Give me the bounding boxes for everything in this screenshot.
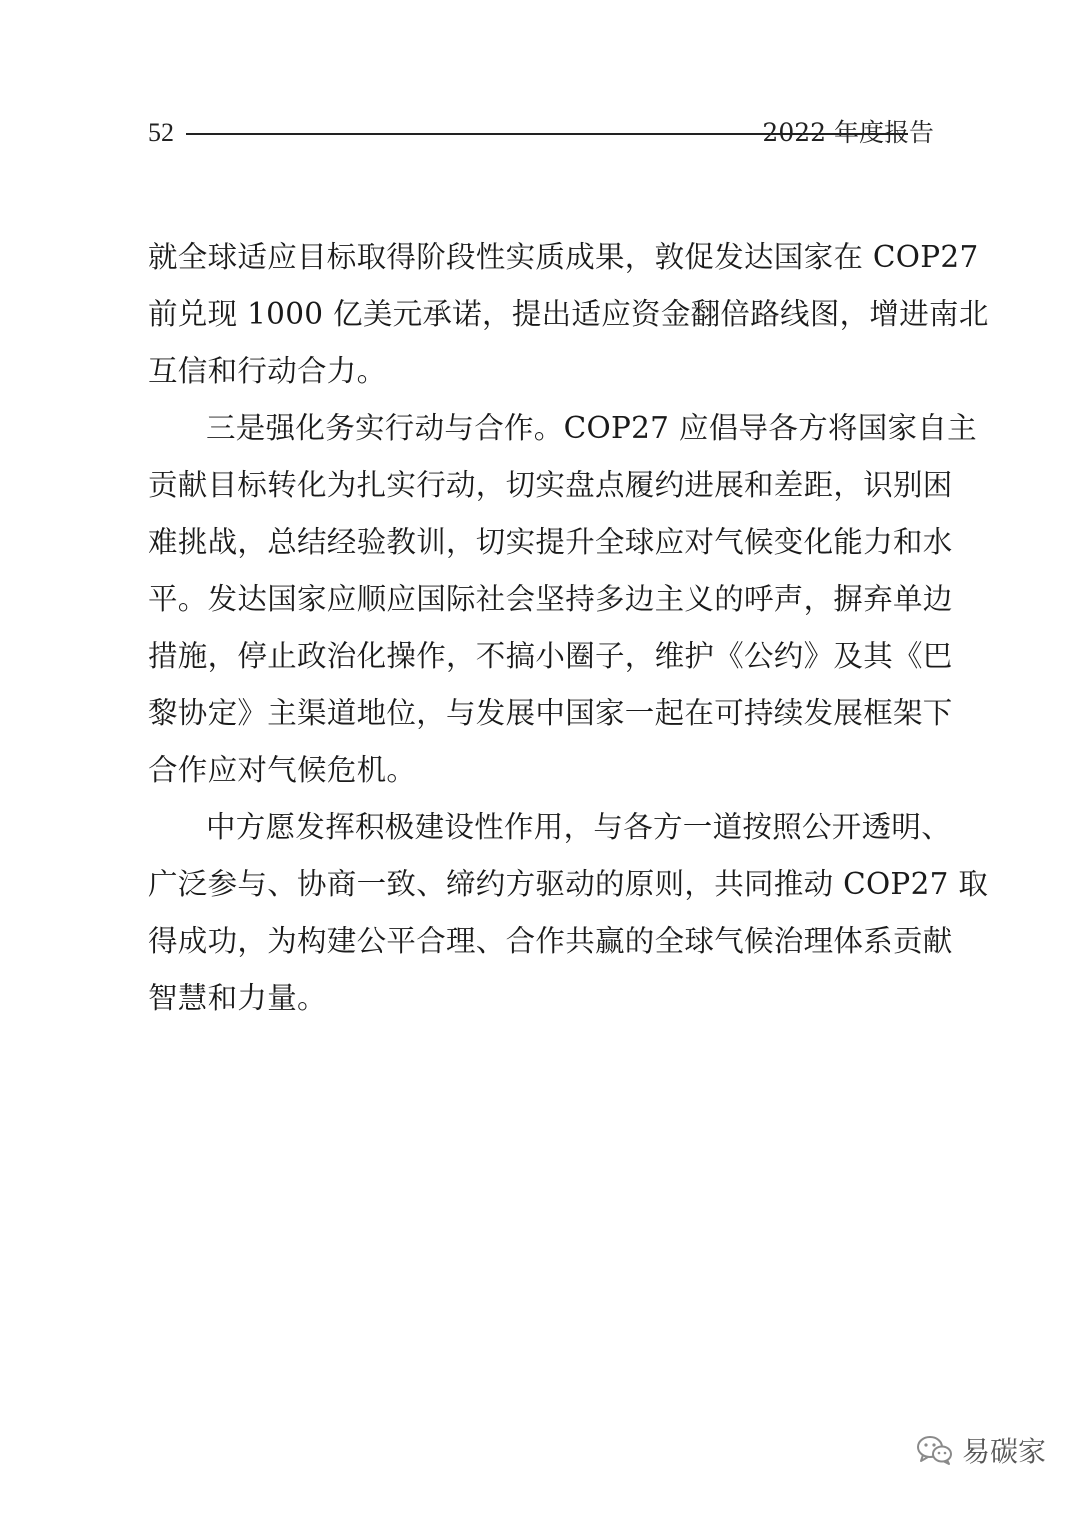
body-text xyxy=(148,229,989,1027)
watermark xyxy=(916,1430,1046,1470)
paragraph-line: 得成功，为构建公平合理、合作共赢的全球气候治理体系贡献 xyxy=(148,924,953,958)
paragraph-line: 措施，停止政治化操作，不搞小圈子，维护《公约》及其《巴 xyxy=(148,639,953,673)
paragraph-line: 贡献目标转化为扎实行动，切实盘点履约进展和差距，识别困 xyxy=(148,468,953,502)
report-title: 2022 年度报告 xyxy=(762,118,934,147)
paragraph-line: 智慧和力量。 xyxy=(148,981,327,1015)
paragraph-line: 三是强化务实行动与合作。COP27 应倡导各方将国家自主 xyxy=(206,411,977,445)
page-header xyxy=(148,114,934,154)
paragraph-line: 就全球适应目标取得阶段性实质成果，敦促发达国家在 COP27 xyxy=(148,240,979,274)
watermark-text: 易碳家 xyxy=(961,1435,1046,1468)
paragraph-line: 中方愿发挥积极建设性作用，与各方一道按照公开透明、 xyxy=(206,810,952,844)
paragraph-line: 广泛参与、协商一致、缔约方驱动的原则，共同推动 COP27 取 xyxy=(148,867,989,901)
page-number: 52 xyxy=(148,118,174,147)
wechat-icon xyxy=(916,1434,954,1466)
paragraph-line: 互信和行动合力。 xyxy=(148,354,387,388)
paragraph-line: 前兑现 1000 亿美元承诺，提出适应资金翻倍路线图，增进南北 xyxy=(148,297,989,331)
paragraph-line: 合作应对气候危机。 xyxy=(148,753,417,787)
paragraph-line: 平。发达国家应顺应国际社会坚持多边主义的呼声，摒弃单边 xyxy=(148,582,953,616)
paragraph-line: 难挑战，总结经验教训，切实提升全球应对气候变化能力和水 xyxy=(148,525,953,559)
paragraph-line: 黎协定》主渠道地位，与发展中国家一起在可持续发展框架下 xyxy=(148,696,953,730)
